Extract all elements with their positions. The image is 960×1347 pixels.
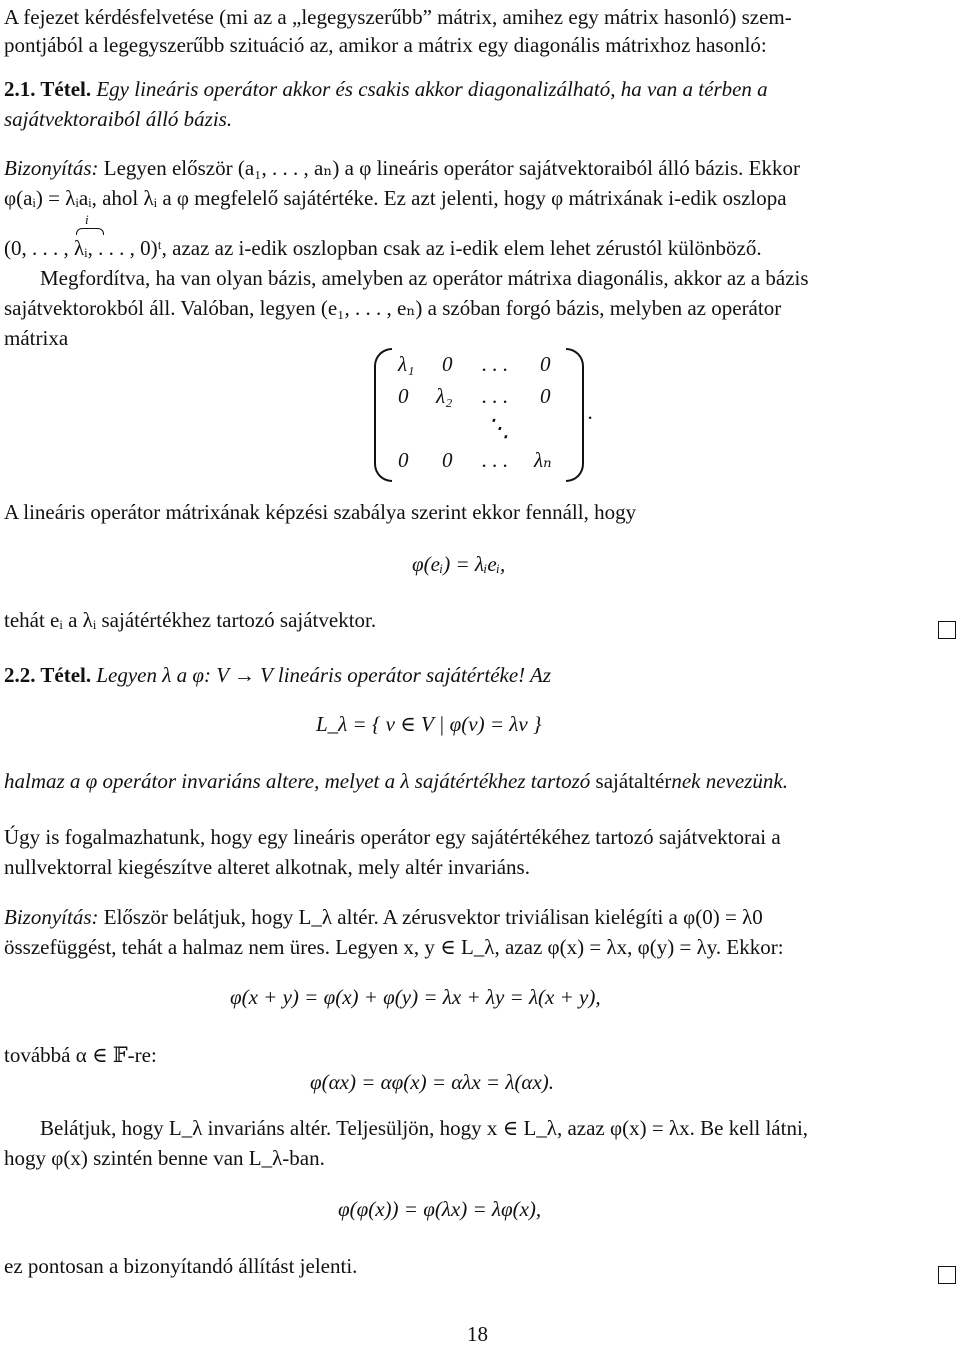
remark-line-2: nullvektorral kiegészítve alteret alkotnak, mely altér invariáns. [4, 855, 530, 879]
proof-2-line-5: hogy φ(x) szintén benne van L_λ-ban. [4, 1146, 325, 1170]
theorem-2-2-line-1 [4, 660, 551, 690]
equation-additivity: φ(x + y) = φ(x) + φ(y) = λx + λy = λ(x + y), [230, 985, 601, 1009]
intro-line-1: A fejezet kérdésfelvetése (mi az a „legegyszerűbb” mátrix, amihez egy mátrix hasonló) szem- [4, 5, 792, 29]
proof-2-line-6: ez pontosan a bizonyítandó állítást jelenti. [4, 1254, 358, 1278]
theorem-2-2-text-2a: halmaz a φ operátor invariáns altere, melyet a λ sajátértékhez tartozó [4, 769, 591, 793]
matrix-cell-1-4: 0 [540, 352, 551, 376]
theorem-2-1-line-2: sajátvektoraiból álló bázis. [4, 107, 233, 131]
matrix-cell-4-4: λₙ [534, 448, 552, 472]
matrix-left-paren [374, 348, 392, 482]
matrix-cell-2-4: 0 [540, 384, 551, 408]
theorem-2-1-text-1: Egy lineáris operátor akkor és csakis akkor diagonalizálható, ha van a térben a [96, 77, 768, 101]
equation-eigen-basis: φ(eᵢ) = λᵢeᵢ, [412, 552, 506, 576]
proof-1-line-4: Megfordítva, ha van olyan bázis, amelyben az operátor mátrixa diagonális, akkor az a bázis [40, 266, 809, 290]
theorem-2-1-line-1 [4, 74, 768, 104]
proof-2-line-3: továbbá α ∈ 𝔽-re: [4, 1043, 157, 1067]
intro-line-2: pontjából a legegyszerűbb szituáció az, amikor a mátrix egy diagonális mátrixhoz hasonló: [4, 33, 767, 57]
underbrace-index-label: i [85, 212, 89, 227]
matrix-cell-2-2: λ₂ [436, 384, 453, 408]
diagonal-matrix [374, 348, 600, 478]
proof-1-line-3: (0, . . . , λᵢ, . . . , 0)ᵗ, azaz az i-edik oszlopban csak az i-edik elem lehet zérustól különböző. [4, 236, 762, 260]
matrix-cell-1-2: 0 [442, 352, 453, 376]
after-matrix-line-2: tehát eᵢ a λᵢ sajátértékhez tartozó sajátvektor. [4, 608, 377, 632]
proof-1-label: Bizonyítás: [4, 156, 99, 180]
proof-2-line-2: összefüggést, tehát a halmaz nem üres. Legyen x, y ∈ L_λ, azaz φ(x) = λx, φ(y) = λy. Ekkor: [4, 935, 784, 959]
theorem-2-2-label: 2.2. Tétel. [4, 663, 92, 687]
matrix-cell-4-2: 0 [442, 448, 453, 472]
theorem-2-2-line-2 [4, 766, 788, 796]
theorem-2-2-term-eigenspace: sajátaltér [595, 769, 672, 793]
equation-invariance: φ(φ(x)) = φ(λx) = λφ(x), [338, 1197, 542, 1221]
matrix-diagonal-dots: ⋱ [486, 416, 510, 442]
equation-eigenspace-definition: L_λ = { v ∈ V | φ(v) = λv } [316, 712, 542, 736]
after-matrix-line-1: A lineáris operátor mátrixának képzési szabálya szerint ekkor fennáll, hogy [4, 500, 637, 524]
proof-1-line-2: φ(aᵢ) = λᵢaᵢ, ahol λᵢ a φ megfelelő sajátértéke. Ez azt jelenti, hogy φ mátrixának i-edik oszlopa [4, 186, 787, 210]
matrix-right-paren [566, 348, 584, 482]
qed-square-icon [938, 621, 956, 639]
matrix-trailing-period: . [588, 400, 594, 424]
matrix-cell-1-3: . . . [482, 352, 509, 376]
proof-1-text-1: Legyen először (a₁, . . . , aₙ) a φ lineáris operátor sajátvektoraiból álló bázis. Ekkor [103, 156, 800, 180]
proof-2-line-1 [4, 902, 763, 932]
page-number: 18 [467, 1322, 488, 1346]
matrix-cell-2-3: . . . [482, 384, 509, 408]
theorem-2-1-label: 2.1. Tétel. [4, 77, 92, 101]
theorem-2-2-text-1: Legyen λ a φ: V → V lineáris operátor sajátértéke! Az [96, 663, 552, 687]
proof-2-label: Bizonyítás: [4, 905, 99, 929]
matrix-cell-4-1: 0 [398, 448, 409, 472]
qed-square-icon [938, 1266, 956, 1284]
proof-2-line-4: Belátjuk, hogy L_λ invariáns altér. Teljesüljön, hogy x ∈ L_λ, azaz φ(x) = λx. Be kell látni, [40, 1116, 809, 1140]
remark-line-1: Úgy is fogalmazhatunk, hogy egy lineáris operátor egy sajátértékéhez tartozó sajátvektorai a [4, 825, 781, 849]
matrix-cell-1-1: λ₁ [398, 352, 415, 376]
equation-homogeneity: φ(αx) = αφ(x) = αλx = λ(αx). [310, 1070, 555, 1094]
proof-1-line-1 [4, 153, 800, 183]
proof-1-line-6: mátrixa [4, 326, 69, 350]
proof-1-line-5: sajátvektorokból áll. Valóban, legyen (e₁, . . . , eₙ) a szóban forgó bázis, melyben az operátor [4, 296, 782, 320]
matrix-cell-4-3: . . . [482, 448, 509, 472]
proof-2-text-1: Először belátjuk, hogy L_λ altér. A zérusvektor triviálisan kielégíti a φ(0) = λ0 [103, 905, 763, 929]
theorem-2-2-text-2c: nek nevezünk. [671, 769, 788, 793]
matrix-cell-2-1: 0 [398, 384, 409, 408]
